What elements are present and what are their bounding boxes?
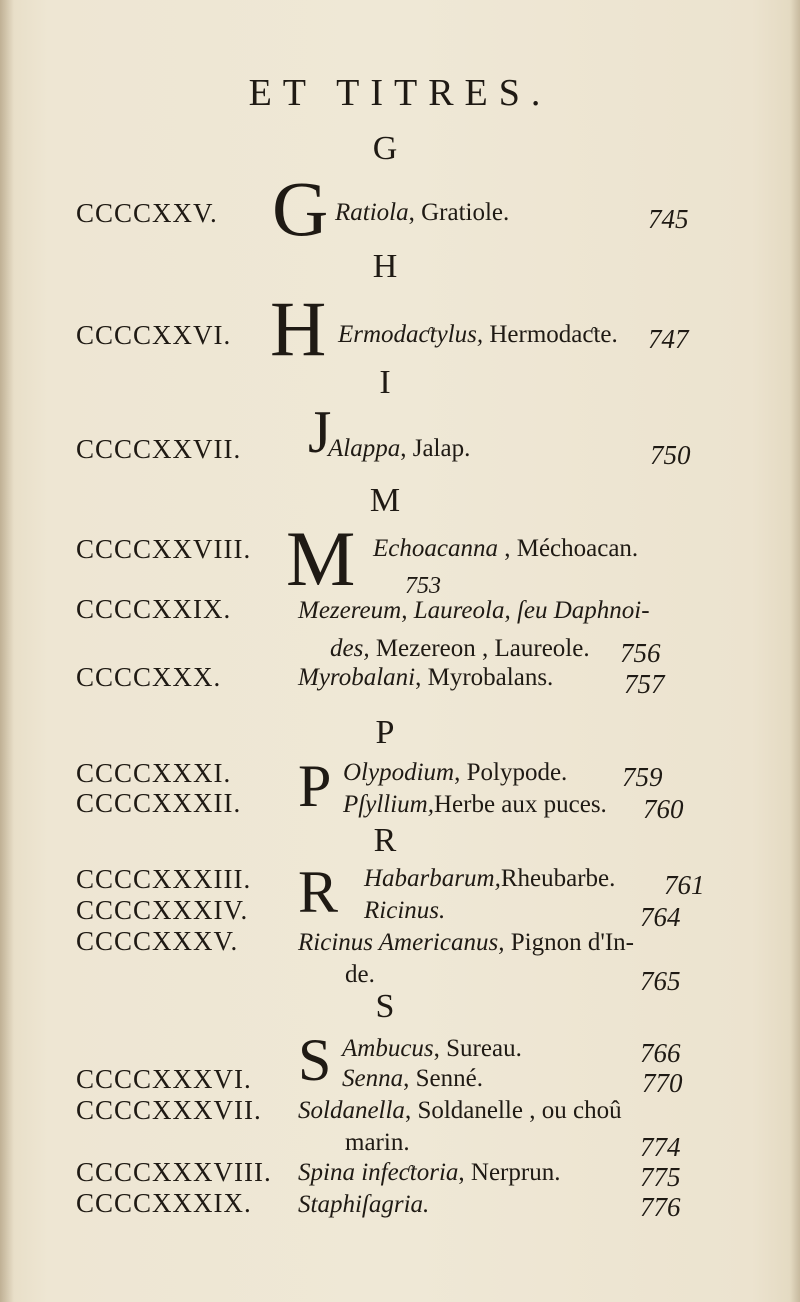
entry-text: Mezereum, Laureola, ſeu Daphnoi- [298, 597, 650, 624]
section-letter-s: S [375, 988, 395, 1025]
drop-cap: H [270, 285, 327, 372]
section-letter-g: G [372, 130, 398, 167]
entry-page: 764 [640, 902, 681, 932]
entry-text: Staphiſagria. [298, 1191, 430, 1218]
entry-number: CCCCXXX. [76, 662, 222, 692]
entry-text: Senna, Senné. [342, 1065, 483, 1092]
entry-number: CCCCXXXII. [76, 788, 242, 818]
entry-number: CCCCXXV. [76, 198, 218, 228]
drop-cap: G [272, 165, 329, 252]
section-letter-p: P [375, 714, 395, 751]
entry-text: Ricinus. [364, 897, 446, 924]
entry-page: 776 [640, 1192, 681, 1222]
entry-page: 747 [648, 324, 689, 354]
entry-number: CCCCXXXVII. [76, 1095, 262, 1125]
entry-page: 745 [648, 204, 689, 234]
entry-text: Echoacanna , Méchoacan. [373, 535, 639, 562]
entry-text: Ratiola, Gratiole. [335, 199, 510, 226]
entry-number: CCCCXXXIII. [76, 864, 252, 894]
page-edge [790, 0, 800, 1302]
entry-text: des, Mezereon , Laureole. [330, 635, 590, 662]
drop-cap: R [298, 859, 339, 925]
entry-page: 765 [640, 966, 681, 996]
drop-cap: J [308, 399, 332, 465]
spine-shadow [0, 0, 14, 1302]
entry-text: Ricinus Americanus, Pignon d'In- [298, 929, 634, 956]
section-letter-r: R [373, 822, 397, 859]
entry-page: 770 [642, 1068, 683, 1098]
entry-text: Olypodium, Polypode. [343, 759, 568, 786]
entry-page: 775 [640, 1162, 681, 1192]
drop-cap: M [286, 515, 356, 602]
section-letter-m: M [369, 482, 401, 519]
entry-page: 766 [640, 1038, 681, 1068]
entry-page: 753 [405, 573, 441, 599]
entry-number: CCCCXXIX. [76, 594, 232, 624]
drop-cap: P [298, 753, 332, 819]
entry-page: 756 [620, 638, 661, 668]
drop-cap: S [298, 1027, 332, 1093]
entry-text: Pſyllium,Herbe aux puces. [343, 791, 607, 818]
entry-text: de. [345, 961, 375, 988]
entry-number: CCCCXXXI. [76, 758, 232, 788]
section-letter-h: H [372, 248, 398, 285]
entry-text: Alappa, Jalap. [328, 435, 471, 462]
entry-number: CCCCXXXVIII. [76, 1157, 272, 1187]
entry-text: Habarbarum,Rheubarbe. [364, 865, 616, 892]
entry-page: 757 [624, 669, 665, 699]
entry-number: CCCCXXVI. [76, 320, 232, 350]
entry-text: Ermodaƈtylus, Hermodaƈte. [338, 321, 618, 348]
entry-page: 759 [622, 762, 663, 792]
entry-number: CCCCXXVII. [76, 434, 242, 464]
entry-page: 750 [650, 440, 691, 470]
entry-page: 774 [640, 1132, 681, 1162]
section-letter-i: I [379, 364, 391, 401]
entry-number: CCCCXXXIX. [76, 1188, 252, 1218]
entry-number: CCCCXXVIII. [76, 534, 252, 564]
entry-text: Spina infeƈtoria, Nerprun. [298, 1159, 561, 1186]
entry-number: CCCCXXXIV. [76, 895, 249, 925]
entry-number: CCCCXXXV. [76, 926, 239, 956]
entry-number: CCCCXXXVI. [76, 1064, 252, 1094]
entry-text: Myrobalani, Myrobalans. [298, 664, 554, 691]
entry-page: 760 [643, 794, 684, 824]
running-head: ET TITRES. [248, 72, 552, 114]
entry-page: 761 [664, 870, 705, 900]
entry-text: marin. [345, 1129, 410, 1156]
entry-text: Ambucus, Sureau. [342, 1035, 522, 1062]
entry-text: Soldanella, Soldanelle , ou choû [298, 1097, 622, 1124]
